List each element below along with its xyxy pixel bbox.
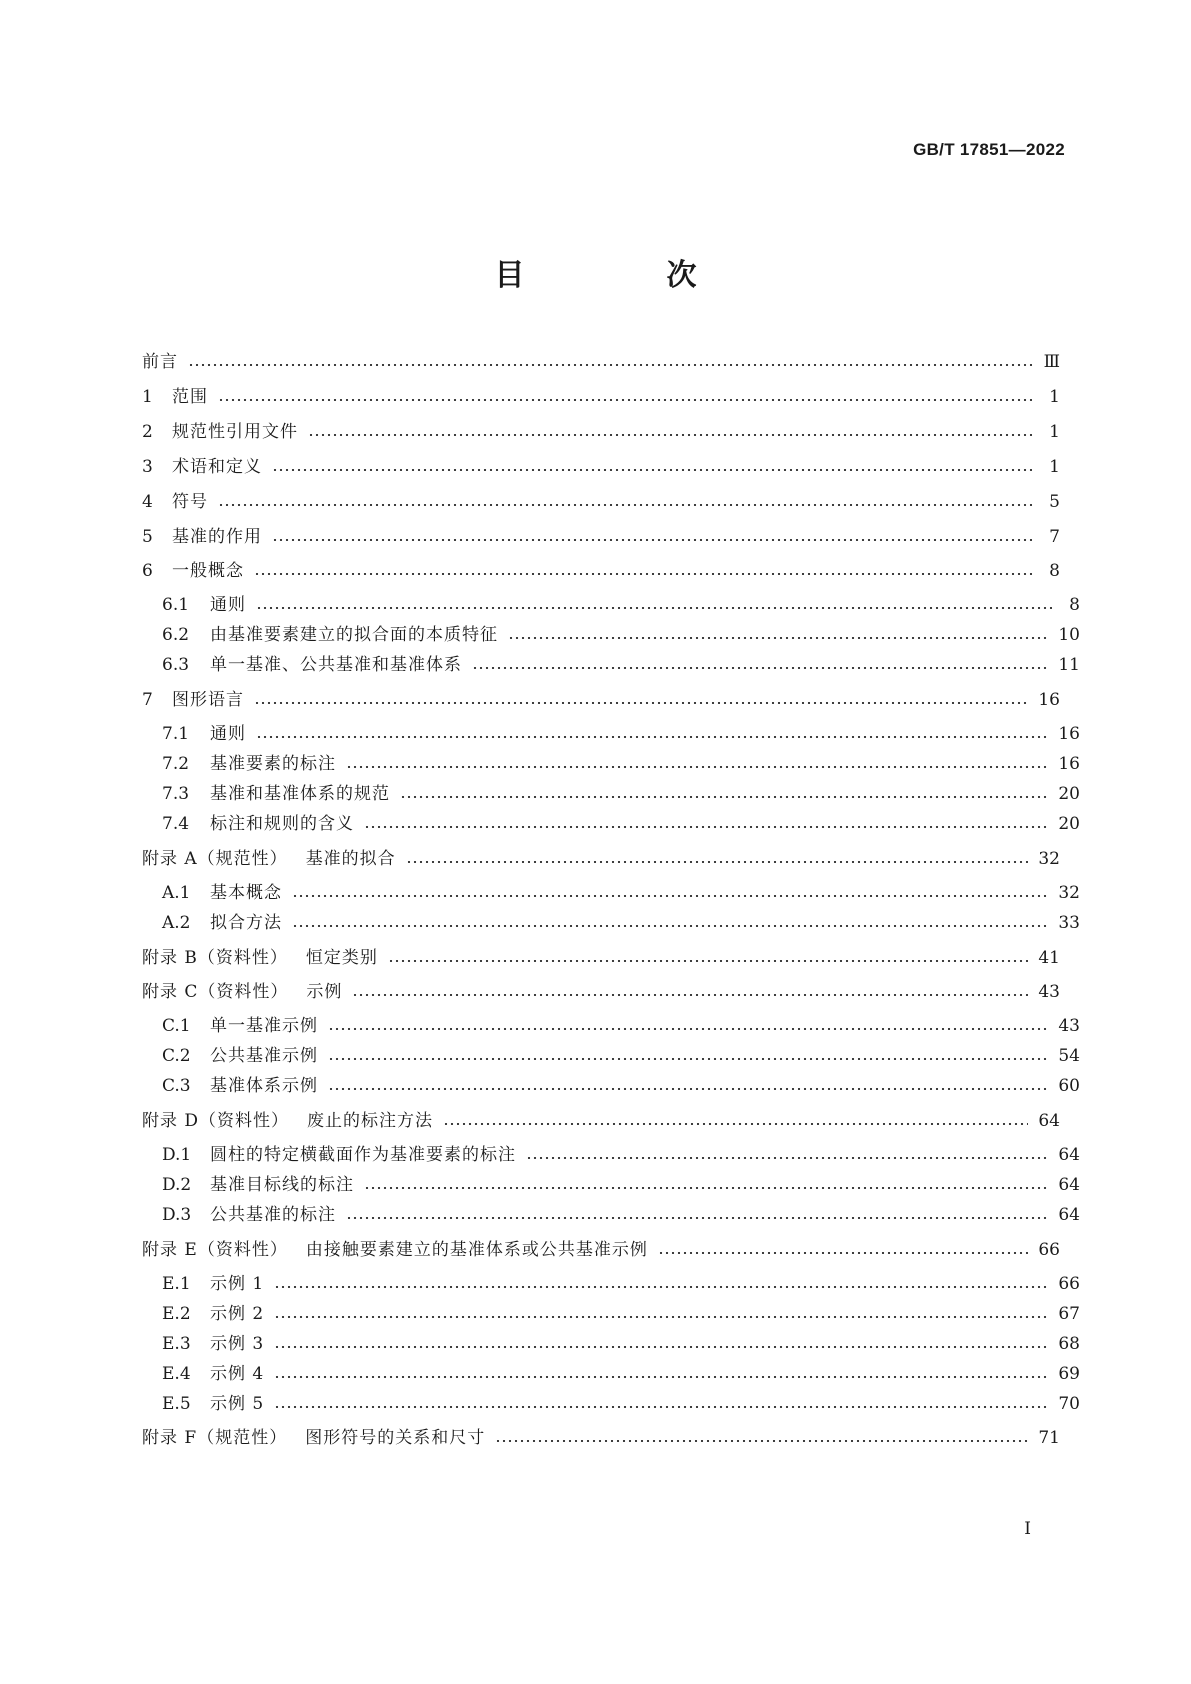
dot-leader <box>406 861 1029 863</box>
toc-entry-label: 通则 <box>210 724 246 744</box>
toc-entry-page: 16 <box>1058 724 1080 744</box>
toc-subentry[interactable] <box>142 908 1080 938</box>
dot-leader <box>328 1058 1048 1060</box>
dot-leader <box>526 1157 1048 1159</box>
toc-entry-page: Ⅲ <box>1043 352 1060 372</box>
toc-entry-page: 8 <box>1049 561 1060 581</box>
dot-leader <box>352 994 1028 996</box>
toc-entry-number: C.3 <box>162 1076 191 1096</box>
toc-entry-label: 范围 <box>172 387 208 407</box>
toc-entry-number: 附录 E（资料性） <box>142 1240 288 1260</box>
dot-leader <box>272 539 1032 541</box>
toc-annex-entry[interactable] <box>142 844 1060 874</box>
toc-annex-entry[interactable] <box>142 977 1060 1007</box>
toc-entry-page: 69 <box>1058 1364 1080 1384</box>
toc-subentry[interactable] <box>142 1011 1080 1041</box>
toc-entry-number: E.1 <box>162 1274 191 1294</box>
toc-entry-number: E.4 <box>162 1364 191 1384</box>
toc-entry-number: D.2 <box>162 1175 192 1195</box>
dot-leader <box>272 469 1032 471</box>
dot-leader <box>274 1316 1048 1318</box>
toc-entry-number: 附录 F（规范性） <box>142 1428 288 1448</box>
dot-leader <box>472 667 1048 669</box>
toc-annex-entry[interactable] <box>142 943 1060 973</box>
toc-entry-number: 附录 C（资料性） <box>142 982 289 1002</box>
toc-entry-page: 64 <box>1058 1175 1080 1195</box>
toc-entry[interactable] <box>142 417 1060 447</box>
toc-entry-number: 3 <box>142 457 153 477</box>
toc-entry-page: 20 <box>1058 814 1080 834</box>
toc-subentry[interactable] <box>142 1299 1080 1329</box>
toc-entry-label: 前言 <box>142 352 178 372</box>
toc-entry[interactable] <box>142 556 1060 586</box>
toc-subentry[interactable] <box>142 650 1080 680</box>
toc-entry-label: 拟合方法 <box>210 913 282 933</box>
toc-entry-page: 1 <box>1049 422 1060 442</box>
dot-leader <box>274 1286 1048 1288</box>
toc-entry-label: 图形语言 <box>172 690 244 710</box>
toc-entry-page: 1 <box>1049 457 1060 477</box>
toc-entry-label: 示例 4 <box>210 1364 265 1384</box>
toc-entry-number: 7 <box>142 690 153 710</box>
dot-leader <box>328 1088 1048 1090</box>
toc-entry-page: 11 <box>1058 655 1080 675</box>
toc-annex-entry[interactable] <box>142 1235 1060 1265</box>
toc-entry[interactable] <box>142 522 1060 552</box>
toc-entry-page: 43 <box>1058 1016 1080 1036</box>
dot-leader <box>254 573 1032 575</box>
toc-entry-label: 公共基准示例 <box>210 1046 318 1066</box>
toc-subentry[interactable] <box>142 1071 1080 1101</box>
toc-entry-page: 32 <box>1058 883 1080 903</box>
toc-subentry[interactable] <box>142 1140 1080 1170</box>
dot-leader <box>274 1346 1048 1348</box>
toc-entry-number: 6 <box>142 561 153 581</box>
toc-subentry[interactable] <box>142 1200 1080 1230</box>
dot-leader <box>658 1252 1029 1254</box>
toc-entry-label: 标注和规则的含义 <box>210 814 354 834</box>
toc-entry-number: A.1 <box>162 883 191 903</box>
toc-entry-label: 基准要素的标注 <box>210 754 336 774</box>
dot-leader <box>495 1440 1028 1442</box>
dot-leader <box>292 925 1048 927</box>
toc-entry-number: E.2 <box>162 1304 191 1324</box>
toc-entry-label: 示例 3 <box>210 1334 265 1354</box>
toc-entry-number: E.5 <box>162 1394 191 1414</box>
toc-entry-label: 单一基准、公共基准和基准体系 <box>210 655 462 675</box>
toc-entry-number: C.2 <box>162 1046 191 1066</box>
toc-subentry[interactable] <box>142 878 1080 908</box>
toc-entry-number: 6.1 <box>162 595 190 615</box>
toc-entry-page: 20 <box>1058 784 1080 804</box>
dot-leader <box>308 434 1032 436</box>
toc-entry-label: 单一基准示例 <box>210 1016 318 1036</box>
toc-entry-page: 16 <box>1038 690 1060 710</box>
toc-subentry[interactable] <box>142 719 1080 749</box>
page-title: 目 次 <box>494 258 753 293</box>
dot-leader <box>274 1376 1048 1378</box>
toc-entry-page: 1 <box>1049 387 1060 407</box>
toc-entry-label: 示例 1 <box>210 1274 265 1294</box>
dot-leader <box>443 1123 1028 1125</box>
toc-annex-entry[interactable] <box>142 1423 1060 1453</box>
toc-entry[interactable] <box>142 487 1060 517</box>
toc-entry-label: 恒定类别 <box>305 948 378 968</box>
toc-entry-label: 公共基准的标注 <box>210 1205 336 1225</box>
toc-entry-page: 10 <box>1058 625 1080 645</box>
toc-entry-label: 示例 2 <box>210 1304 265 1324</box>
toc-entry-page: 66 <box>1058 1274 1080 1294</box>
toc-entry-page: 43 <box>1038 982 1060 1002</box>
toc-entry-label: 示例 <box>306 982 343 1002</box>
toc-entry-label: 基准和基准体系的规范 <box>210 784 390 804</box>
toc-entry-number: C.1 <box>162 1016 191 1036</box>
toc-annex-entry[interactable] <box>142 1106 1060 1136</box>
dot-leader <box>274 1406 1048 1408</box>
toc-entry-page: 60 <box>1058 1076 1080 1096</box>
toc-entry-page: 32 <box>1038 849 1060 869</box>
toc-entry-page: 70 <box>1058 1394 1080 1414</box>
toc-entry-page: 64 <box>1058 1145 1080 1165</box>
toc-subentry[interactable] <box>142 1329 1080 1359</box>
toc-entry-page: 64 <box>1058 1205 1080 1225</box>
toc-entry-number: 7.4 <box>162 814 190 834</box>
toc-entry-label: 基本概念 <box>210 883 282 903</box>
toc-subentry[interactable] <box>142 590 1080 620</box>
toc-entry-number: 7.3 <box>162 784 190 804</box>
toc-entry-page: 71 <box>1038 1428 1060 1448</box>
toc-entry-number: E.3 <box>162 1334 191 1354</box>
toc-subentry[interactable] <box>142 1359 1080 1389</box>
toc-entry-page: 54 <box>1058 1046 1080 1066</box>
toc-entry-number: 7.2 <box>162 754 190 774</box>
toc-entry-label: 示例 5 <box>210 1394 265 1414</box>
toc-entry-page: 64 <box>1038 1111 1060 1131</box>
toc-entry-label: 基准体系示例 <box>210 1076 318 1096</box>
dot-leader <box>346 766 1048 768</box>
dot-leader <box>256 607 1052 609</box>
toc-entry-number: D.1 <box>162 1145 192 1165</box>
toc-subentry[interactable] <box>142 749 1080 779</box>
toc-entry-label: 基准的作用 <box>172 527 262 547</box>
toc-entry-label: 圆柱的特定横截面作为基准要素的标注 <box>210 1145 516 1165</box>
dot-leader <box>346 1217 1048 1219</box>
toc-subentry[interactable] <box>142 809 1080 839</box>
toc-entry-page: 41 <box>1038 948 1060 968</box>
dot-leader <box>328 1028 1048 1030</box>
toc-subentry[interactable] <box>142 1269 1080 1299</box>
dot-leader <box>292 895 1048 897</box>
toc-subentry[interactable] <box>142 1170 1080 1200</box>
toc-entry-page: 8 <box>1069 595 1080 615</box>
toc-subentry[interactable] <box>142 779 1080 809</box>
toc-entry-label: 由接触要素建立的基准体系或公共基准示例 <box>305 1240 648 1260</box>
dot-leader <box>256 736 1048 738</box>
toc-entry[interactable] <box>142 452 1060 482</box>
toc-entry-label: 术语和定义 <box>172 457 262 477</box>
toc-entry-number: 6.3 <box>162 655 190 675</box>
toc-entry-label: 符号 <box>172 492 208 512</box>
toc-entry-label: 基准的拟合 <box>305 849 396 869</box>
toc-entry-label: 由基准要素建立的拟合面的本质特征 <box>210 625 498 645</box>
toc-entry-page: 5 <box>1049 492 1060 512</box>
toc-subentry[interactable] <box>142 1041 1080 1071</box>
toc-subentry[interactable] <box>142 1389 1080 1419</box>
toc-entry-label: 规范性引用文件 <box>172 422 298 442</box>
toc-entry-number: A.2 <box>162 913 191 933</box>
dot-leader <box>388 960 1028 962</box>
toc-entry-number: 4 <box>142 492 153 512</box>
toc-entry[interactable] <box>142 685 1060 715</box>
footer-page-number: I <box>1024 1519 1031 1539</box>
toc-entry-number: 2 <box>142 422 153 442</box>
toc-entry-page: 16 <box>1058 754 1080 774</box>
toc-entry-page: 67 <box>1058 1304 1080 1324</box>
toc-entry-label: 通则 <box>210 595 246 615</box>
toc-entry-label: 一般概念 <box>172 561 244 581</box>
dot-leader <box>188 364 1032 366</box>
toc-entry[interactable] <box>142 382 1060 412</box>
toc-entry-label: 基准目标线的标注 <box>210 1175 354 1195</box>
dot-leader <box>364 826 1048 828</box>
toc-entry-label: 图形符号的关系和尺寸 <box>305 1428 486 1448</box>
toc-entry-number: 6.2 <box>162 625 190 645</box>
toc-entry-number: 附录 B（资料性） <box>142 948 288 968</box>
dot-leader <box>254 702 1028 704</box>
toc-entry-page: 68 <box>1058 1334 1080 1354</box>
toc-entry-number: 1 <box>142 387 153 407</box>
toc-entry-number: 7.1 <box>162 724 190 744</box>
toc-entry-number: 附录 A（规范性） <box>142 849 288 869</box>
dot-leader <box>400 796 1048 798</box>
toc-subentry[interactable] <box>142 620 1080 650</box>
toc-entry-page: 66 <box>1038 1240 1060 1260</box>
toc-entry-number: 5 <box>142 527 153 547</box>
toc-entry-page: 33 <box>1058 913 1080 933</box>
dot-leader <box>218 399 1032 401</box>
toc-entry-number: 附录 D（资料性） <box>142 1111 290 1131</box>
dot-leader <box>364 1187 1048 1189</box>
standard-code: GB/T 17851—2022 <box>913 140 1065 159</box>
dot-leader <box>508 637 1048 639</box>
toc-entry-page: 7 <box>1049 527 1060 547</box>
toc-entry-number: D.3 <box>162 1205 192 1225</box>
toc-entry-label: 废止的标注方法 <box>307 1111 434 1131</box>
toc-entry[interactable] <box>142 347 1060 377</box>
dot-leader <box>218 504 1032 506</box>
